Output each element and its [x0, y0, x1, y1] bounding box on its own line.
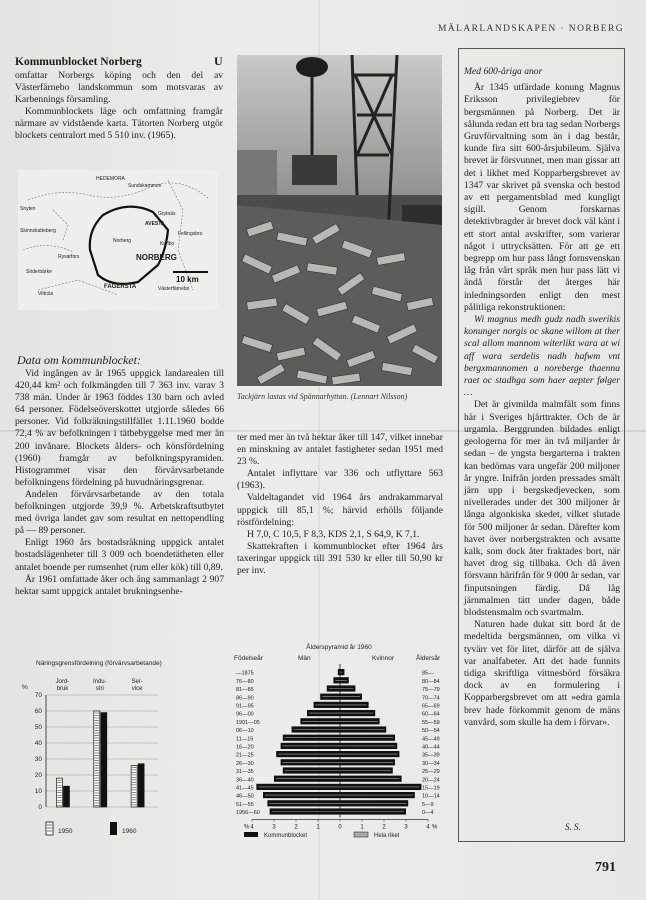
pyramid-age-label: 70—74 [422, 695, 440, 702]
pyramid-birth-year-label: 36—40 [236, 777, 254, 784]
pyramid-birth-year-label: 41—45 [236, 785, 254, 792]
pyramid-x-tick-label: 1 [316, 824, 320, 831]
pyramid-birth-year-label: 96—00 [236, 711, 254, 718]
data-text-middle [237, 432, 443, 577]
map-label-snyten: Snyten [20, 206, 36, 212]
histogram-category-label: Ser- [131, 679, 143, 685]
histogram-title: Näringsgrensfördelning (förvärvsarbetande) [36, 660, 162, 667]
pyramid-age-label: 75—79 [422, 687, 440, 694]
map-label-norberg-small: Norberg [113, 238, 132, 244]
pyramid-title: Ålderspyramid år 1960 [306, 644, 372, 651]
legend-kommunblocket-label: Kommunblocket [264, 833, 308, 839]
corner-mark: U [214, 54, 223, 68]
middle-paragraph-5: Skattekraften i kommunblocket efter 1964 års taxeringar uppgick till 391 530 kr eller till 50,90 kr per inv. [237, 540, 443, 577]
pyramid-legend [244, 832, 400, 839]
histogram-legend [46, 822, 137, 835]
data-paragraph-2: Andelen förvärvsarbetande av den totala befolkningen utgjorde 39,9 %. Arbetskraftsutbytet med övriga landet gav som resultat en nettopendling på — 89 personer. [15, 488, 224, 537]
pyramid-age-label: 0—4 [422, 810, 434, 817]
map-label-norberg: NORBERG [136, 253, 177, 262]
pyramid-age-labels [422, 671, 440, 816]
map-label-grytnas: Grytnäs [158, 211, 176, 217]
pyramid-bars [256, 664, 421, 818]
intro-paragraph-1: omfattar Norbergs köping och den del av Västerfärnebo landskommun som motsvaras av Karbennings församling. [15, 70, 223, 106]
data-paragraph-1: Vid ingången av år 1965 uppgick landarealen till 420,44 km² och folkmängden till 7 363 inv. varav 3 738 män. Under år 1963 föddes 130 barn och avled 64 personer. Födelseöverskottet utgjorde således 66 personer. Vid folkräkningstillfället 1.11.1960 bodde 72,4 % av befolkningen i tätbebyggelse med mer än 200 invånare. Blockets ålders- och könsfördelning (1960) framgår av befolkningspyramiden. Histogrammet visar den förvärvsarbetande befolkningens fördelning på huvudnäringsgrenar. [15, 368, 224, 488]
pyramid-x-tick-label: 3 [272, 824, 276, 831]
pyramid-age-label: 80—84 [422, 678, 440, 685]
pyramid-age-label: 85— [422, 670, 434, 677]
histogram-ytick-label: 10 [34, 788, 42, 795]
pyramid-bar-men [338, 669, 340, 675]
map-label-vasterfarnebo: Västerfärnebo [158, 286, 190, 292]
pyramid-age-label: 10—14 [422, 793, 440, 800]
histogram-bar-1960 [101, 713, 107, 807]
intro-text [15, 70, 223, 143]
pyramid-left-axis-title: Födelseår [234, 655, 263, 662]
map-label-sundskammon: Sundskammon [128, 183, 162, 189]
sidebar-paragraph-1: År 1345 utfärdade konung Magnus Eriksson privilegiebrev för bergsmännen på Norberg. Det är sålunda redan ett bra tag sedan Norbergs Gruvförvaltning som än i dag består, kunde fira sitt 600-årsjubileum. Själva brevet är försvunnet, men man gissar att det i likhet med Kopparbergsbrevet av 1347 var skrivet på svenska och bestod av ett pergamentsblad med kungligt sigill. Genom forskarnas detektivbragder är brevet dock väl känt i ett stort antal avskrifter, som varierar något i uttrycksätten. För att ge ett begrepp om hur pass långt fornsvenskan låg från vårt språk men hur pass lätt vi ändå förstår det återges här inledningsorden enligt den mest pålitliga rekonstruktionen: [464, 82, 620, 313]
map-label-skinnskatteberg: Skinnskatteberg [20, 228, 56, 234]
pyramid-birth-year-label: 31—35 [236, 769, 254, 776]
pyramid-birth-year-label: 86—90 [236, 695, 254, 702]
pyramid-age-label: 25—29 [422, 769, 440, 776]
map-label-rysarfors: Rysarfors [58, 254, 80, 260]
histogram-ytick-label: 20 [34, 772, 42, 779]
pyramid-age-label: 50—54 [422, 728, 440, 735]
intro-paragraph-2: Kommunblockets läge och omfattning framgår närmare av vidstående karta. Tätorten Norberg utgör blockets centralort med 5 510 inv. (1965). [15, 106, 223, 142]
middle-paragraph-2: Antalet inflyttare var 336 och utflyttare 563 (1963). [237, 468, 443, 492]
pyramid-x-tick-label: 4 [250, 824, 254, 831]
map-label-vittnas: Vittnäs [38, 291, 54, 297]
pyramid-men-label: Män [298, 655, 311, 662]
map-label-soderbarke: Söderbärke [26, 269, 52, 275]
pyramid-age-label: 5—9 [422, 801, 434, 808]
data-paragraph-4: År 1961 omfattade åker och äng sammanlagt 2 907 hektar samt uppgick antalet brukningsenhe- [15, 573, 224, 597]
pyramid-birth-year-label: —1875 [236, 670, 254, 677]
middle-paragraph-3: Valdeltagandet vid 1964 års andrakammarval uppgick till 85,1 %; härvid erhölls följande röstfördelning: [237, 492, 443, 528]
sidebar-quote: Wi magnus medh gudz nadh swerikis konunger norgis oc skane willom at ther scal allom mannom witerlikt wara at wi aff wara serdelis nadh hafwm vnt bergxmannomen a noreberge thaenna raet oc stadhga som haer aepter følger … [464, 314, 620, 399]
pyramid-age-label: 40—44 [422, 744, 440, 751]
histogram-category-label: Jord- [55, 679, 70, 685]
page-number: 791 [595, 860, 616, 875]
running-head: MÄLARLANDSKAPEN · NORBERG [438, 24, 624, 34]
data-paragraph-3: Enligt 1960 års bostadsräkning uppgick antalet bostadslägenheter till 3 009 och boendetätheten eller antalet boende per rumsenhet (rum eller kök) till 0,89. [15, 537, 224, 573]
pyramid-age-label: 35—39 [422, 752, 440, 759]
histogram-ytick-label: 0 [38, 804, 42, 811]
histogram-bar-1960 [63, 786, 69, 807]
middle-paragraph-1: ter med mer än två hektar åker till 147, vilket innebar en minskning av antalet fastigheter sedan 1951 med 23 %. [237, 432, 443, 468]
pyramid-age-label: 20—24 [422, 777, 440, 784]
article-title: Kommunblocket Norberg [15, 56, 142, 68]
histogram-ytick-label: 60 [34, 708, 42, 715]
pyramid-right-axis-title: Åldersår [416, 655, 441, 662]
pyramid-birth-year-label: 76—80 [236, 678, 254, 685]
pyramid-x-unit-right: % [432, 824, 438, 831]
pyramid-age-label: 60—64 [422, 711, 440, 718]
sidebar-paragraph-3: Det är givmilda malmfält som finns här i Sveriges hjärttrakter. Och de är urgamla. Berggrunden bildades enligt geologerna för mer än två miljarder år sedan – de yngsta bergarterna i trakten kan bedömas vara ungefär 200 miljoner år yngre. Inifrån jorden pressades smält järn upp i bergskedjevecken, som nivellerades under det 300 miljoner år långa algonkiska skedet, vilket slutade för 500 miljoner år sedan. Därefter kom havet över norbergstrakten och avsatte kalk, som dock åter fraktades bort, när havet drog sig tillbaka. Och då även försvann härifrån för 9 000 år sedan, var finputsningen färdig. Då låg järnmalmen tätt under dagen, både blodstensmalm och svartmalm. [464, 399, 620, 618]
pyramid-age-label: 15—19 [422, 785, 440, 792]
data-heading: Data om kommunblocket: [17, 353, 141, 367]
pyramid-birth-year-label: 21—25 [236, 752, 254, 759]
data-text-left [15, 368, 224, 598]
pyramid-x-tick-label: 3 [404, 824, 408, 831]
location-map [18, 170, 218, 310]
pyramid-x-tick-label: 1 [360, 824, 364, 831]
pyramid-x-tick-label: 4 [426, 824, 430, 831]
histogram-ytick-label: 30 [34, 756, 42, 763]
pyramid-birth-year-label: 16—20 [236, 744, 254, 751]
pyramid-x-tick-label: 2 [294, 824, 298, 831]
map-label-krylbo: Krylbo [160, 241, 175, 247]
middle-paragraph-4: H 7,0, C 10,5, F 8,3, KDS 2,1, S 64,9, K 7,1. [247, 528, 420, 540]
map-label-fellingsbro: Fellingsbro [178, 231, 203, 237]
pyramid-birth-year-label: 1901—05 [236, 719, 260, 726]
pyramid-women-label: Kvinnor [372, 655, 395, 662]
histogram-ytick-label: 50 [34, 724, 42, 731]
histogram-ytick-label: 70 [34, 692, 42, 699]
pyramid-x-axis [244, 820, 438, 831]
pyramid-birth-year-label: 81—85 [236, 687, 254, 694]
pyramid-birth-year-labels [236, 671, 260, 816]
histogram-category-label: bruk [56, 686, 69, 692]
legend-1960-swatch [110, 822, 117, 835]
pyramid-age-label: 55—59 [422, 719, 440, 726]
histogram-category-label: stri [95, 686, 104, 692]
pyramid-age-label: 45—49 [422, 736, 440, 743]
industry-histogram [18, 655, 188, 845]
histogram-ytick-label: 40 [34, 740, 42, 747]
map-label-avesta: AVESTA [145, 221, 165, 227]
histogram-ylabel: % [22, 684, 28, 691]
map-label-fagersta: FAGERSTA [104, 284, 137, 290]
legend-hela-riket-swatch [354, 832, 368, 837]
pig-iron-photo [237, 55, 442, 386]
legend-kommunblocket-swatch [244, 832, 258, 837]
histogram-categories [56, 679, 143, 692]
pyramid-birth-year-label: 11—15 [236, 736, 254, 743]
pyramid-birth-year-label: 26—30 [236, 760, 254, 767]
pyramid-birth-year-label: 91—95 [236, 703, 254, 710]
pyramid-birth-year-label: 06—10 [236, 728, 254, 735]
pyramid-x-tick-label: 0 [338, 824, 342, 831]
pyramid-birth-year-label: 1956—60 [236, 810, 260, 817]
legend-1950-swatch [46, 822, 53, 835]
pyramid-x-unit-left: % [244, 824, 250, 831]
histogram-category-label: vice [131, 686, 143, 692]
legend-1960-label: 1960 [122, 828, 137, 835]
map-label-hedemora: HEDEMORA [96, 176, 125, 182]
pyramid-age-label: 30—34 [422, 760, 440, 767]
pyramid-birth-year-label: 51—55 [236, 801, 254, 808]
histogram-category-label: Indu- [92, 679, 107, 685]
sidebar-paragraph-4: Naturen hade dukat sitt bord åt de medeltida bergsmännen, om vilka vi tyvärr vet för litet, därför att de själva var analfabeter. Att det hade funnits tidiga skriftliga vittnesbörd försäkra dock av en formulering i Kopparbergsbrevet om att »edra gamla brev hade förkommit genom de mäns vanvård, som skulle ha dem i förvar». [464, 619, 620, 728]
sidebar-kicker: Med 600-åriga anor [464, 66, 543, 77]
photo-caption: Tackjärn lastas vid Spännarhyttan. (Lennart Nilsson) [237, 392, 408, 401]
legend-hela-riket-label: Hela riket [374, 833, 400, 839]
age-pyramid [232, 640, 447, 845]
histogram-bar-1960 [138, 764, 144, 807]
sidebar-signature: S. S. [565, 822, 581, 832]
pyramid-x-tick-label: 2 [382, 824, 386, 831]
legend-1950-label: 1950 [58, 828, 73, 835]
pyramid-age-label: 65—69 [422, 703, 440, 710]
histogram-bar-1950 [131, 765, 137, 807]
map-scale-label: 10 km [176, 275, 199, 284]
pyramid-birth-year-label: 46—50 [236, 793, 254, 800]
sidebar-text [464, 66, 620, 729]
